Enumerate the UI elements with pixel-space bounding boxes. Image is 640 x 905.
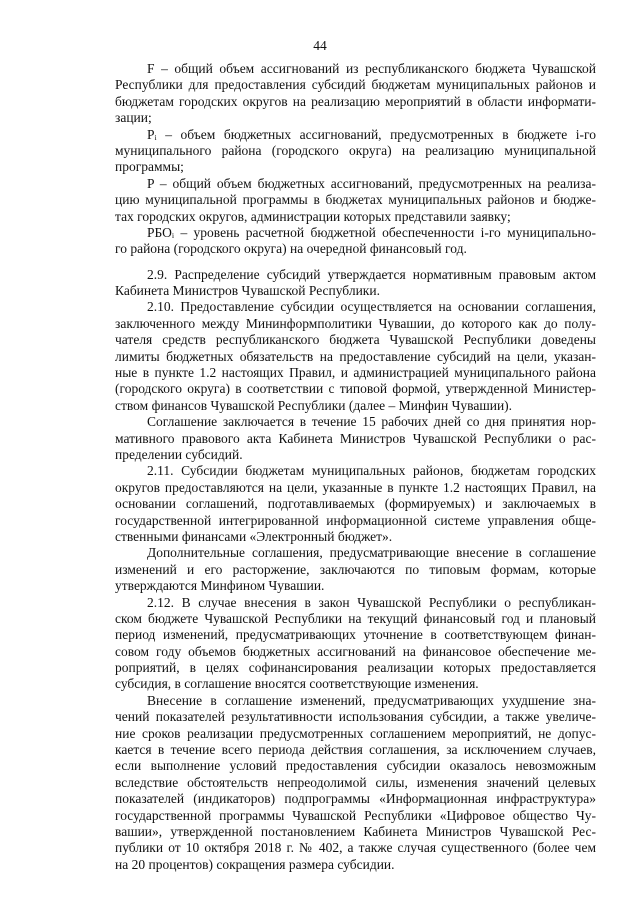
text-line: показателей (индикаторов) подпрограммы «Информационная инфраструктура» xyxy=(115,791,596,807)
paragraph xyxy=(115,225,596,258)
document-body xyxy=(115,61,596,873)
text-line: го района (городского округа) на очередной финансовый год. xyxy=(115,241,467,257)
text-line: если выполнение условий предоставления субсидии оказалось невозможным xyxy=(115,758,596,774)
text-line: программы; xyxy=(115,159,184,175)
paragraph xyxy=(115,61,596,127)
text-line: государственной интегрированной информационной системе управления обще- xyxy=(115,512,596,528)
text-line: 2.11. Субсидии бюджетам муниципальных районов, бюджетам городских xyxy=(147,463,596,479)
text-line: утверждаются Минфином Чувашии. xyxy=(115,578,325,594)
text-line: пределении субсидий. xyxy=(115,446,243,462)
paragraph xyxy=(115,693,596,873)
paragraph xyxy=(115,176,596,225)
paragraph xyxy=(115,595,596,693)
text-line: лимиты бюджетных обязательств на предоставление субсидий на цели, указан- xyxy=(115,348,596,364)
text-line: Pᵢ – объем бюджетных ассигнований, предусмотренных в бюджете i-го xyxy=(147,126,596,142)
text-line: Внесение в соглашение изменений, предусматривающих ухудшение зна- xyxy=(147,692,596,708)
text-line: (городского округа) в соответствии с типовой формой, утвержденной Министер- xyxy=(115,381,596,397)
text-line: 2.12. В случае внесения в закон Чувашской Республики о республикан- xyxy=(147,594,596,610)
paragraph-gap xyxy=(115,258,596,267)
text-line: 2.10. Предоставление субсидии осуществляется на основании соглашения, xyxy=(147,299,596,315)
page-number: 44 xyxy=(313,38,327,53)
text-line: ные в пункте 1.2 настоящих Правил, и администрацией муниципального района xyxy=(115,365,596,381)
text-line: субсидия, в соглашение вносятся соответствующие изменения. xyxy=(115,676,479,692)
text-line: Кабинета Министров Чувашской Республики. xyxy=(115,283,380,299)
text-line: чений показателей результативности использования субсидии, а также увеличе- xyxy=(115,709,596,725)
text-line: публики от 10 октября 2018 г. № 402, а также случая существенного (более чем xyxy=(115,840,596,856)
text-line: заключенного между Mининформполитики Чувашии, до которого как до полу- xyxy=(115,315,596,331)
text-line: F – общий объем ассигнований из республиканского бюджета Чувашской xyxy=(147,61,596,76)
text-line: ственными финансами «Электронный бюджет». xyxy=(115,528,393,544)
text-line: ние сроков реализации предусмотренных соглашением мероприятий, не допус- xyxy=(115,725,596,741)
text-line: чателя средств республиканского бюджета Чувашской Республики доведены xyxy=(115,332,596,348)
text-line: на 20 процентов) сокращения размера субсидии. xyxy=(115,856,395,872)
paragraph xyxy=(115,127,596,176)
paragraph xyxy=(115,267,596,300)
text-line: РБОᵢ – уровень расчетной бюджетной обеспеченности i-го муниципально- xyxy=(147,224,596,240)
text-line: 2.9. Распределение субсидий утверждается нормативным правовым актом xyxy=(147,266,596,282)
text-line: Дополнительные соглашения, предусматривающие внесение в соглашение xyxy=(147,545,596,561)
text-line: Соглашение заключается в течение 15 рабочих дней со дня принятия нор- xyxy=(147,414,596,430)
text-line: ском бюджете Чувашской Республики на текущий финансовый год и плановый xyxy=(115,610,596,626)
paragraph xyxy=(115,545,596,594)
text-line: бюджетам городских округов на реализацию мероприятий в области информати- xyxy=(115,93,596,109)
text-line: совом году объемов бюджетных ассигнований на финансовое обеспечение ме- xyxy=(115,643,596,659)
text-line: вашии», утвержденной постановлением Кабинета Министров Чувашской Рес- xyxy=(115,823,596,839)
text-line: тах городских округов, администрации которых представили заявку; xyxy=(115,208,511,224)
text-line: зации; xyxy=(115,110,152,126)
paragraph xyxy=(115,414,596,463)
text-line: государственной программы Чувашской Республики «Цифровое общество Чу- xyxy=(115,807,596,823)
text-line: ством финансов Чувашской Республики (далее – Минфин Чувашии). xyxy=(115,397,513,413)
text-line: муниципального района (городского округа) на реализацию муниципальной xyxy=(115,142,596,158)
text-line: вследствие обстоятельств непреодолимой силы, изменения значений целевых xyxy=(115,774,596,790)
text-line: мативного правового акта Кабинета Министров Чувашской Республики о рас- xyxy=(115,430,596,446)
text-line: период изменений, предусматривающих уточнение в соответствующем финан- xyxy=(115,627,596,643)
paragraph xyxy=(115,463,596,545)
text-line: основании соглашений, подготавливаемых (формируемых) и заключаемых в xyxy=(115,496,596,512)
text-line: округов предоставляются на цели, указанные в пункте 1.2 настоящих Правил, на xyxy=(115,479,596,495)
paragraph xyxy=(115,299,596,414)
text-line: кается в течение всего периода действия соглашения, за исключением случаев, xyxy=(115,742,596,758)
text-line: цию муниципальной программы в бюджетах муниципальных районов и бюдже- xyxy=(115,192,596,208)
text-line: Республики для предоставления субсидий бюджетам муниципальных районов и xyxy=(115,77,596,93)
text-line: роприятий, в целях софинансирования реализации которых предоставляется xyxy=(115,660,596,676)
text-line: изменений и его расторжение, заключаются по типовым формам, которые xyxy=(115,561,596,577)
text-line: P – общий объем бюджетных ассигнований, предусмотренных на реализа- xyxy=(147,175,596,191)
